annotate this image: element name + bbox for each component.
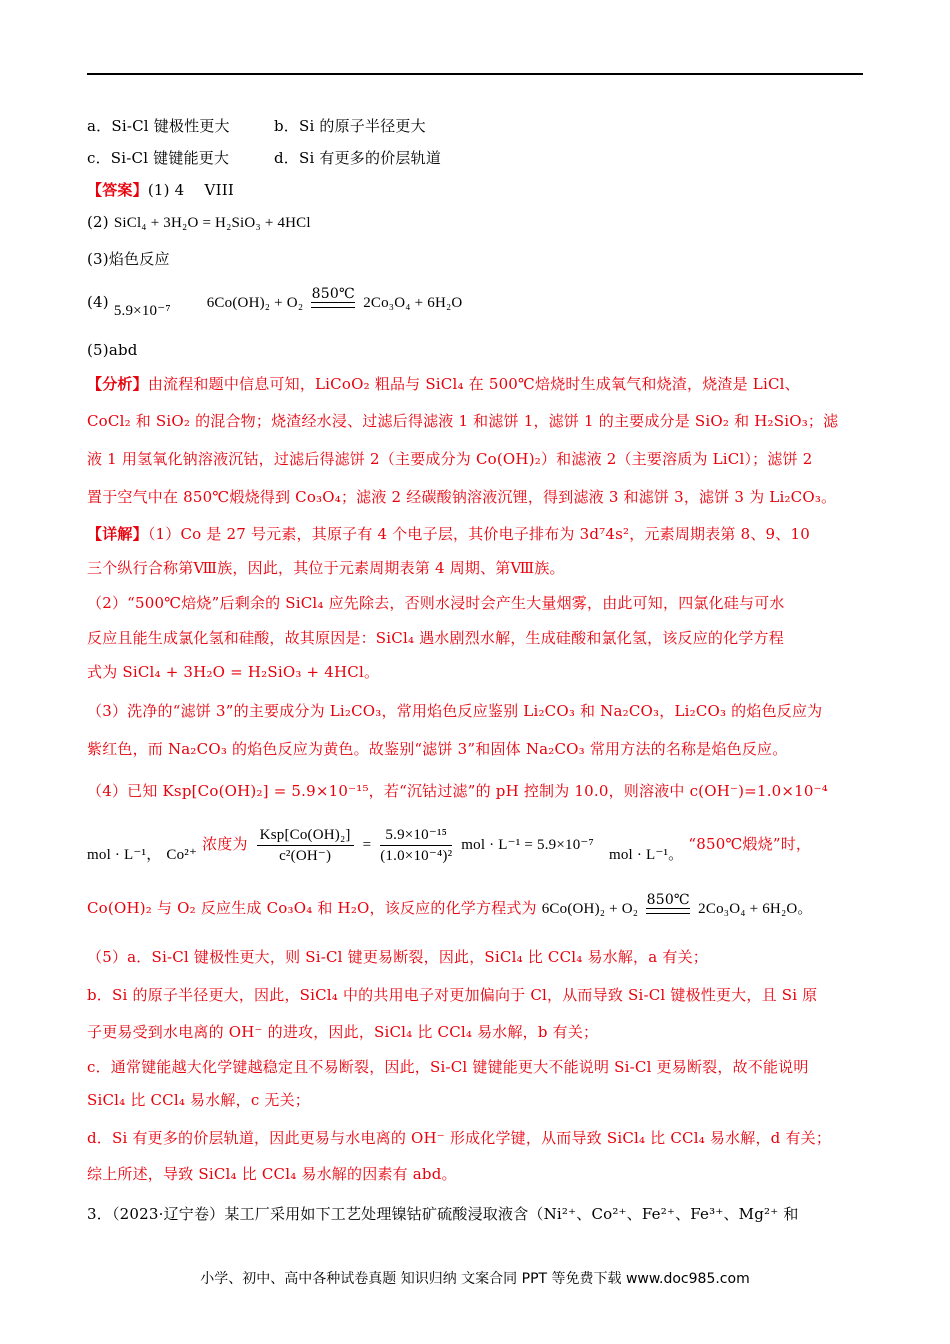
unit-1: mol · L⁻¹， — [87, 847, 162, 863]
footer-text: 小学、初中、高中各种试卷真题 知识归纳 文案合同 PPT 等免费下载 www.doc985.com — [200, 1271, 750, 1287]
detail-line-16: d．Si 有更多的价层轨道，因此更易与水电离的 OH⁻ 形成化学键，从而导致 SiCl₄ 比 CCl₄ 易水解，d 有关； — [87, 1129, 832, 1147]
detail-line-14: c．通常键能越大化学键越稳定且不易断裂，因此，Si-Cl 键键能更大不能说明 Si-Cl 更易断裂，故不能说明 — [87, 1058, 809, 1076]
detail-line-2: 三个纵行合称第Ⅷ族，因此，其位于元素周期表第 4 周期、第Ⅷ族。 — [87, 559, 565, 577]
analysis-line-2: CoCl₂ 和 SiO₂ 的混合物；烧渣经水浸、过滤后得滤液 1 和滤饼 1，滤饼 1 的主要成分是 SiO₂ 和 H₂SiO₃；滤 — [87, 412, 839, 430]
detail-text-1: （1）Co 是 27 号元素，其原子有 4 个电子层，其价电子排布为 3d⁷4s²，元素周期表第 8、9、10 — [147, 525, 810, 543]
analysis-line-3: 液 1 用氢氧化钠溶液沉钴，过滤后得滤饼 2（主要成分为 Co(OH)₂）和滤液 2（主要溶质为 LiCl）；滤饼 2 — [87, 450, 813, 468]
fraction-value: $\frac{\text{5.9×10⁻¹⁵}}{\text{(1.0×10⁻⁴)²}}$ — [380, 826, 453, 864]
detail-line-10 — [87, 892, 867, 920]
header-rule — [87, 73, 863, 75]
detail-label: 【详解】 — [87, 525, 148, 543]
option-a: a．Si-Cl 键极性更大 — [87, 117, 230, 135]
detail-line-8: （4）已知 Ksp[Co(OH)₂] = 5.9×10⁻¹⁵，若“沉钴过滤”的 pH 控制为 10.0，则溶液中 c(OH⁻)=1.0×10⁻⁴ — [87, 782, 828, 800]
answer-4-num: (4) — [87, 293, 109, 311]
detail-line-12: b．Si 的原子半径更大，因此，SiCl₄ 中的共用电子对更加偏向于 Cl，从而导致 Si-Cl 键极性更大，且 Si 原 — [87, 986, 818, 1004]
answer-line-5: (5)abd — [87, 341, 138, 359]
unit-2: mol · L⁻¹。 — [608, 847, 684, 863]
detail-line-9 — [87, 822, 867, 866]
reaction-eq-left: 6Co(OH)₂ + O₂ — [541, 901, 639, 917]
detail-line-3: （2）“500℃焙烧”后剩余的 SiCl₄ 应先除去，否则水浸时会产生大量烟雾，由此可知，四氯化硅与可水 — [87, 594, 785, 612]
detail-line-5: 式为 SiCl₄ + 3H₂O = H₂SiO₃ + 4HCl。 — [87, 663, 380, 681]
answer-line-1 — [87, 180, 867, 200]
options-row-1 — [87, 116, 867, 136]
detail-line-11: （5）a．Si-Cl 键极性更大，则 Si-Cl 键更易断裂，因此，SiCl₄ 比 CCl₄ 易水解，a 有关； — [87, 948, 708, 966]
options-row-2 — [87, 148, 867, 168]
analysis-line-4: 置于空气中在 850℃煅烧得到 Co₃O₄；滤液 2 经碳酸钠溶液沉锂，得到滤液 3 和滤饼 3，滤饼 3 为 Li₂CO₃。 — [87, 488, 837, 506]
detail-line-13: 子更易受到水电离的 OH⁻ 的进攻，因此，SiCl₄ 比 CCl₄ 易水解，b 有关； — [87, 1023, 599, 1041]
answer-2-num: (2) — [87, 213, 109, 231]
question-3: 3．（2023·辽宁卷）某工厂采用如下工艺处理镍钴矿硫酸浸取液含（Ni²⁺、Co²⁺、Fe²⁺、Fe³⁺、Mg²⁺ 和 — [87, 1205, 799, 1223]
analysis-label: 【分析】 — [87, 375, 148, 393]
answer-4-condition: 850℃ — [311, 286, 355, 308]
answer-line-4 — [87, 286, 867, 319]
answer-4-value: 5.9×10⁻⁷ — [113, 303, 171, 319]
answer-label: 【答案】 — [87, 181, 148, 199]
detail-line-4: 反应且能生成氯化氢和硅酸，故其原因是：SiCl₄ 遇水剧烈水解，生成硅酸和氯化氢，该反应的化学方程 — [87, 629, 784, 647]
option-d: d．Si 有更多的价层轨道 — [273, 149, 442, 167]
option-c: c．Si-Cl 键键能更大 — [87, 149, 230, 167]
fraction-ksp: $\frac{\text{Ksp[Co(OH)₂]}}{\text{c²(OH⁻)}}$ — [257, 826, 354, 865]
reaction-description: Co(OH)₂ 与 O₂ 反应生成 Co₃O₄ 和 H₂O，该反应的化学方程式为 — [87, 899, 537, 917]
co-ion: Co²⁺ — [166, 847, 198, 863]
analysis-text-1: 由流程和题中信息可知，LiCoO₂ 粗品与 SiCl₄ 在 500℃焙烧时生成氧气和烧渣，烧渣是 LiCl、 — [147, 375, 800, 393]
answer-4-eq-left: 6Co(OH)₂ + O₂ — [206, 295, 304, 311]
detail-line-6: （3）洗净的“滤饼 3”的主要成分为 Li₂CO₃，常用焰色反应鉴别 Li₂CO₃ 和 Na₂CO₃，Li₂CO₃ 的焰色反应为 — [87, 702, 823, 720]
option-b: b．Si 的原子半径更大 — [273, 117, 426, 135]
concentration-label: 浓度为 — [202, 835, 248, 853]
answer-4-eq-right: 2Co₃O₄ + 6H₂O — [363, 295, 463, 311]
detail-line-17: 综上所述，导致 SiCl₄ 比 CCl₄ 易水解的因素有 abd。 — [87, 1165, 457, 1183]
analysis-line-1 — [87, 374, 867, 394]
concentration-result: mol · L⁻¹ = 5.9×10⁻⁷ — [461, 837, 594, 853]
detail-line-7: 紫红色，而 Na₂CO₃ 的焰色反应为黄色。故鉴别“滤饼 3”和固体 Na₂CO₃ 常用方法的名称是焰色反应。 — [87, 740, 788, 758]
answer-line-2 — [87, 212, 867, 233]
reaction-eq-right: 2Co₃O₄ + 6H₂O。 — [698, 901, 813, 917]
reaction-condition: 850℃ — [646, 892, 690, 914]
answer-1: (1) 4 VIII — [147, 181, 234, 199]
detail-line-15: SiCl₄ 比 CCl₄ 易水解，c 无关； — [87, 1091, 310, 1109]
answer-line-3: (3)焰色反应 — [87, 250, 170, 268]
calcination-note: “850℃煅烧”时， — [688, 835, 812, 853]
detail-line-1 — [87, 524, 867, 544]
equals-sign: = — [362, 837, 372, 853]
answer-2-equation: SiCl₄ + 3H₂O = H₂SiO₃ + 4HCl — [113, 215, 311, 231]
